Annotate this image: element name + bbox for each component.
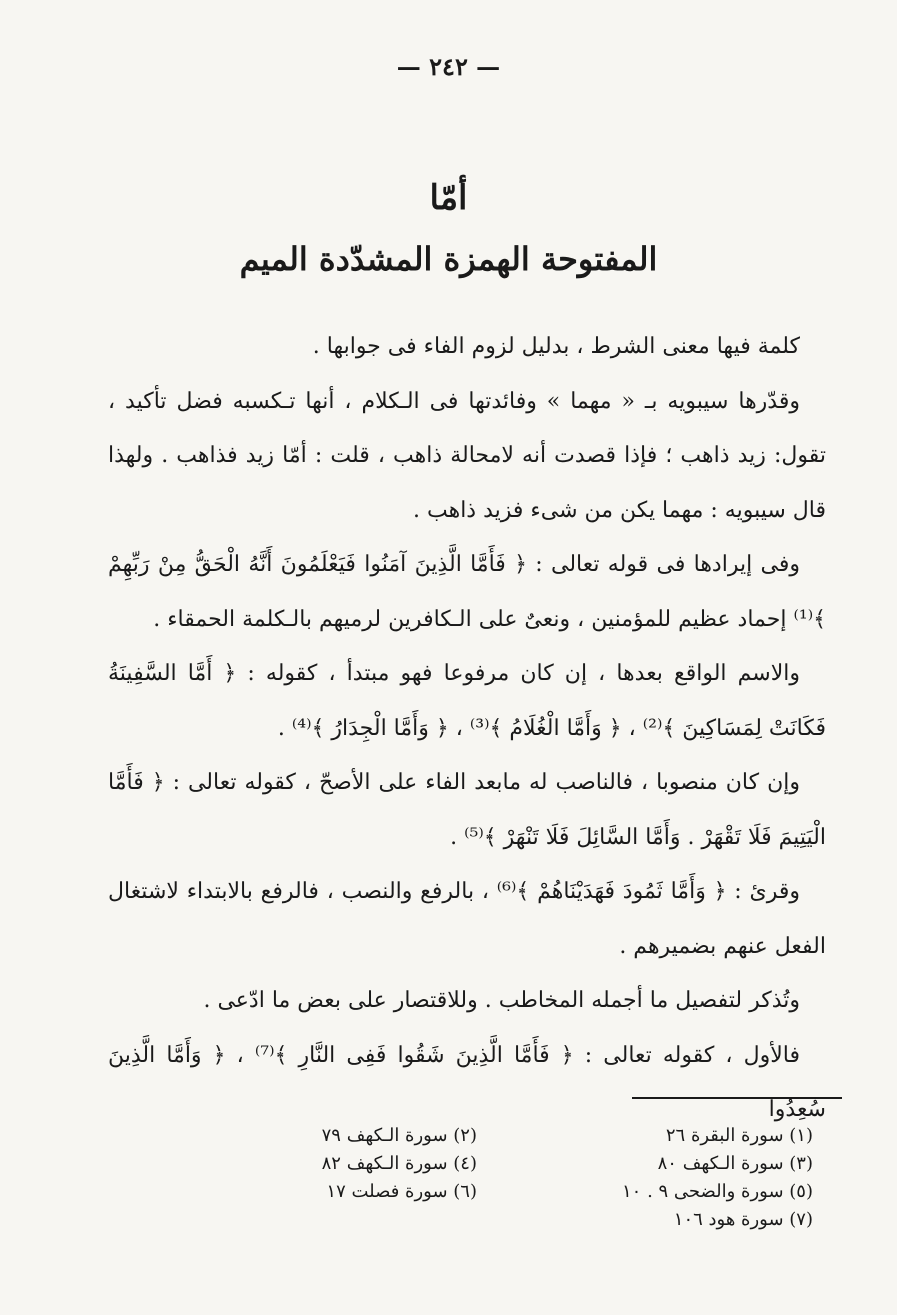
paragraph: فالأول ، كقوله تعالى : ﴿ فَأَمَّا الَّذِينَ شَقُوا فَفِى النَّارِ ﴾⁽⁷⁾ ، ﴿ وَأَمَّا الَّذِينَ سُعِدُوا bbox=[108, 1042, 826, 1122]
entry-subtitle: المفتوحة الهمزة المشدّدة الميم bbox=[239, 240, 658, 278]
footnote: (٦) سورة فصلت ١٧ bbox=[326, 1181, 477, 1202]
paragraph: وإن كان منصوبا ، فالناصب له مابعد الفاء على الأصحّ ، كقوله تعالى : ﴿ فَأَمَّا الْيَتِيمَ فَلَا تَقْهَرْ . وَأَمَّا السَّائِلَ فَلَا تَنْهَرْ ﴾⁽⁵⁾ . bbox=[108, 770, 826, 850]
footnote-separator bbox=[632, 1097, 842, 1099]
paragraph: وفى إيرادها فى قوله تعالى : ﴿ فَأَمَّا الَّذِينَ آمَنُوا فَيَعْلَمُونَ أَنَّهُ الْحَقُّ مِنْ رَبِّهِمْ ﴾⁽¹⁾ إحماد عظيم للمؤمنين ، ونعىٌ على الـكافرين لرميهم بالـكلمة الحمقاء . bbox=[108, 552, 826, 632]
footnote: (٣) سورة الـكهف ٨٠ bbox=[657, 1153, 813, 1174]
footnotes-left-column bbox=[247, 1122, 477, 1206]
footnote: (٢) سورة الـكهف ٧٩ bbox=[321, 1125, 477, 1146]
entry-title: أمّا bbox=[429, 178, 468, 218]
page-number: — ٢٤٢ — bbox=[396, 52, 501, 81]
footnote: (٥) سورة والضحى ٩ . ١٠ bbox=[622, 1181, 813, 1202]
paragraph: والاسم الواقع بعدها ، إن كان مرفوعا فهو مبتدأ ، كقوله : ﴿ أَمَّا السَّفِينَةُ فَكَانَتْ لِمَسَاكِينَ ﴾⁽²⁾ ، ﴿ وَأَمَّا الْغُلَامُ ﴾⁽³⁾ ، ﴿ وَأَمَّا الْجِدَارُ ﴾⁽⁴⁾ . bbox=[108, 661, 826, 741]
paragraph: وقدّرها سيبويه بـ « مهما » وفائدتها فى الـكلام ، أنها تـكسبه فضل تأكيد ، تقول: زيد ذاهب ؛ فإذا قصدت أنه لامحالة ذاهب ، قلت : أمّا زيد فذاهب . ولهذا قال سيبويه : مهما يكن من شىء فزيد ذاهب . bbox=[108, 388, 826, 523]
body-text bbox=[108, 320, 826, 1138]
paragraph: كلمة فيها معنى الشرط ، بدليل لزوم الفاء فى جوابها . bbox=[312, 334, 800, 359]
paragraph: وقرئ : ﴿ وَأَمَّا ثَمُودَ فَهَدَيْنَاهُمْ ﴾⁽⁶⁾ ، بالرفع والنصب ، فالرفع بالابتداء لاشتغال الفعل عنهم بضميرهم . bbox=[108, 879, 826, 959]
paragraph: وتُذكر لتفصيل ما أجمله المخاطب . وللاقتصار على بعض ما ادّعى . bbox=[203, 988, 800, 1013]
footnote: (٤) سورة الـكهف ٨٢ bbox=[321, 1153, 477, 1174]
footnote: (١) سورة البقرة ٢٦ bbox=[665, 1125, 813, 1146]
footnotes-right-column bbox=[563, 1122, 813, 1234]
footnote: (٧) سورة هود ١٠٦ bbox=[673, 1209, 813, 1230]
